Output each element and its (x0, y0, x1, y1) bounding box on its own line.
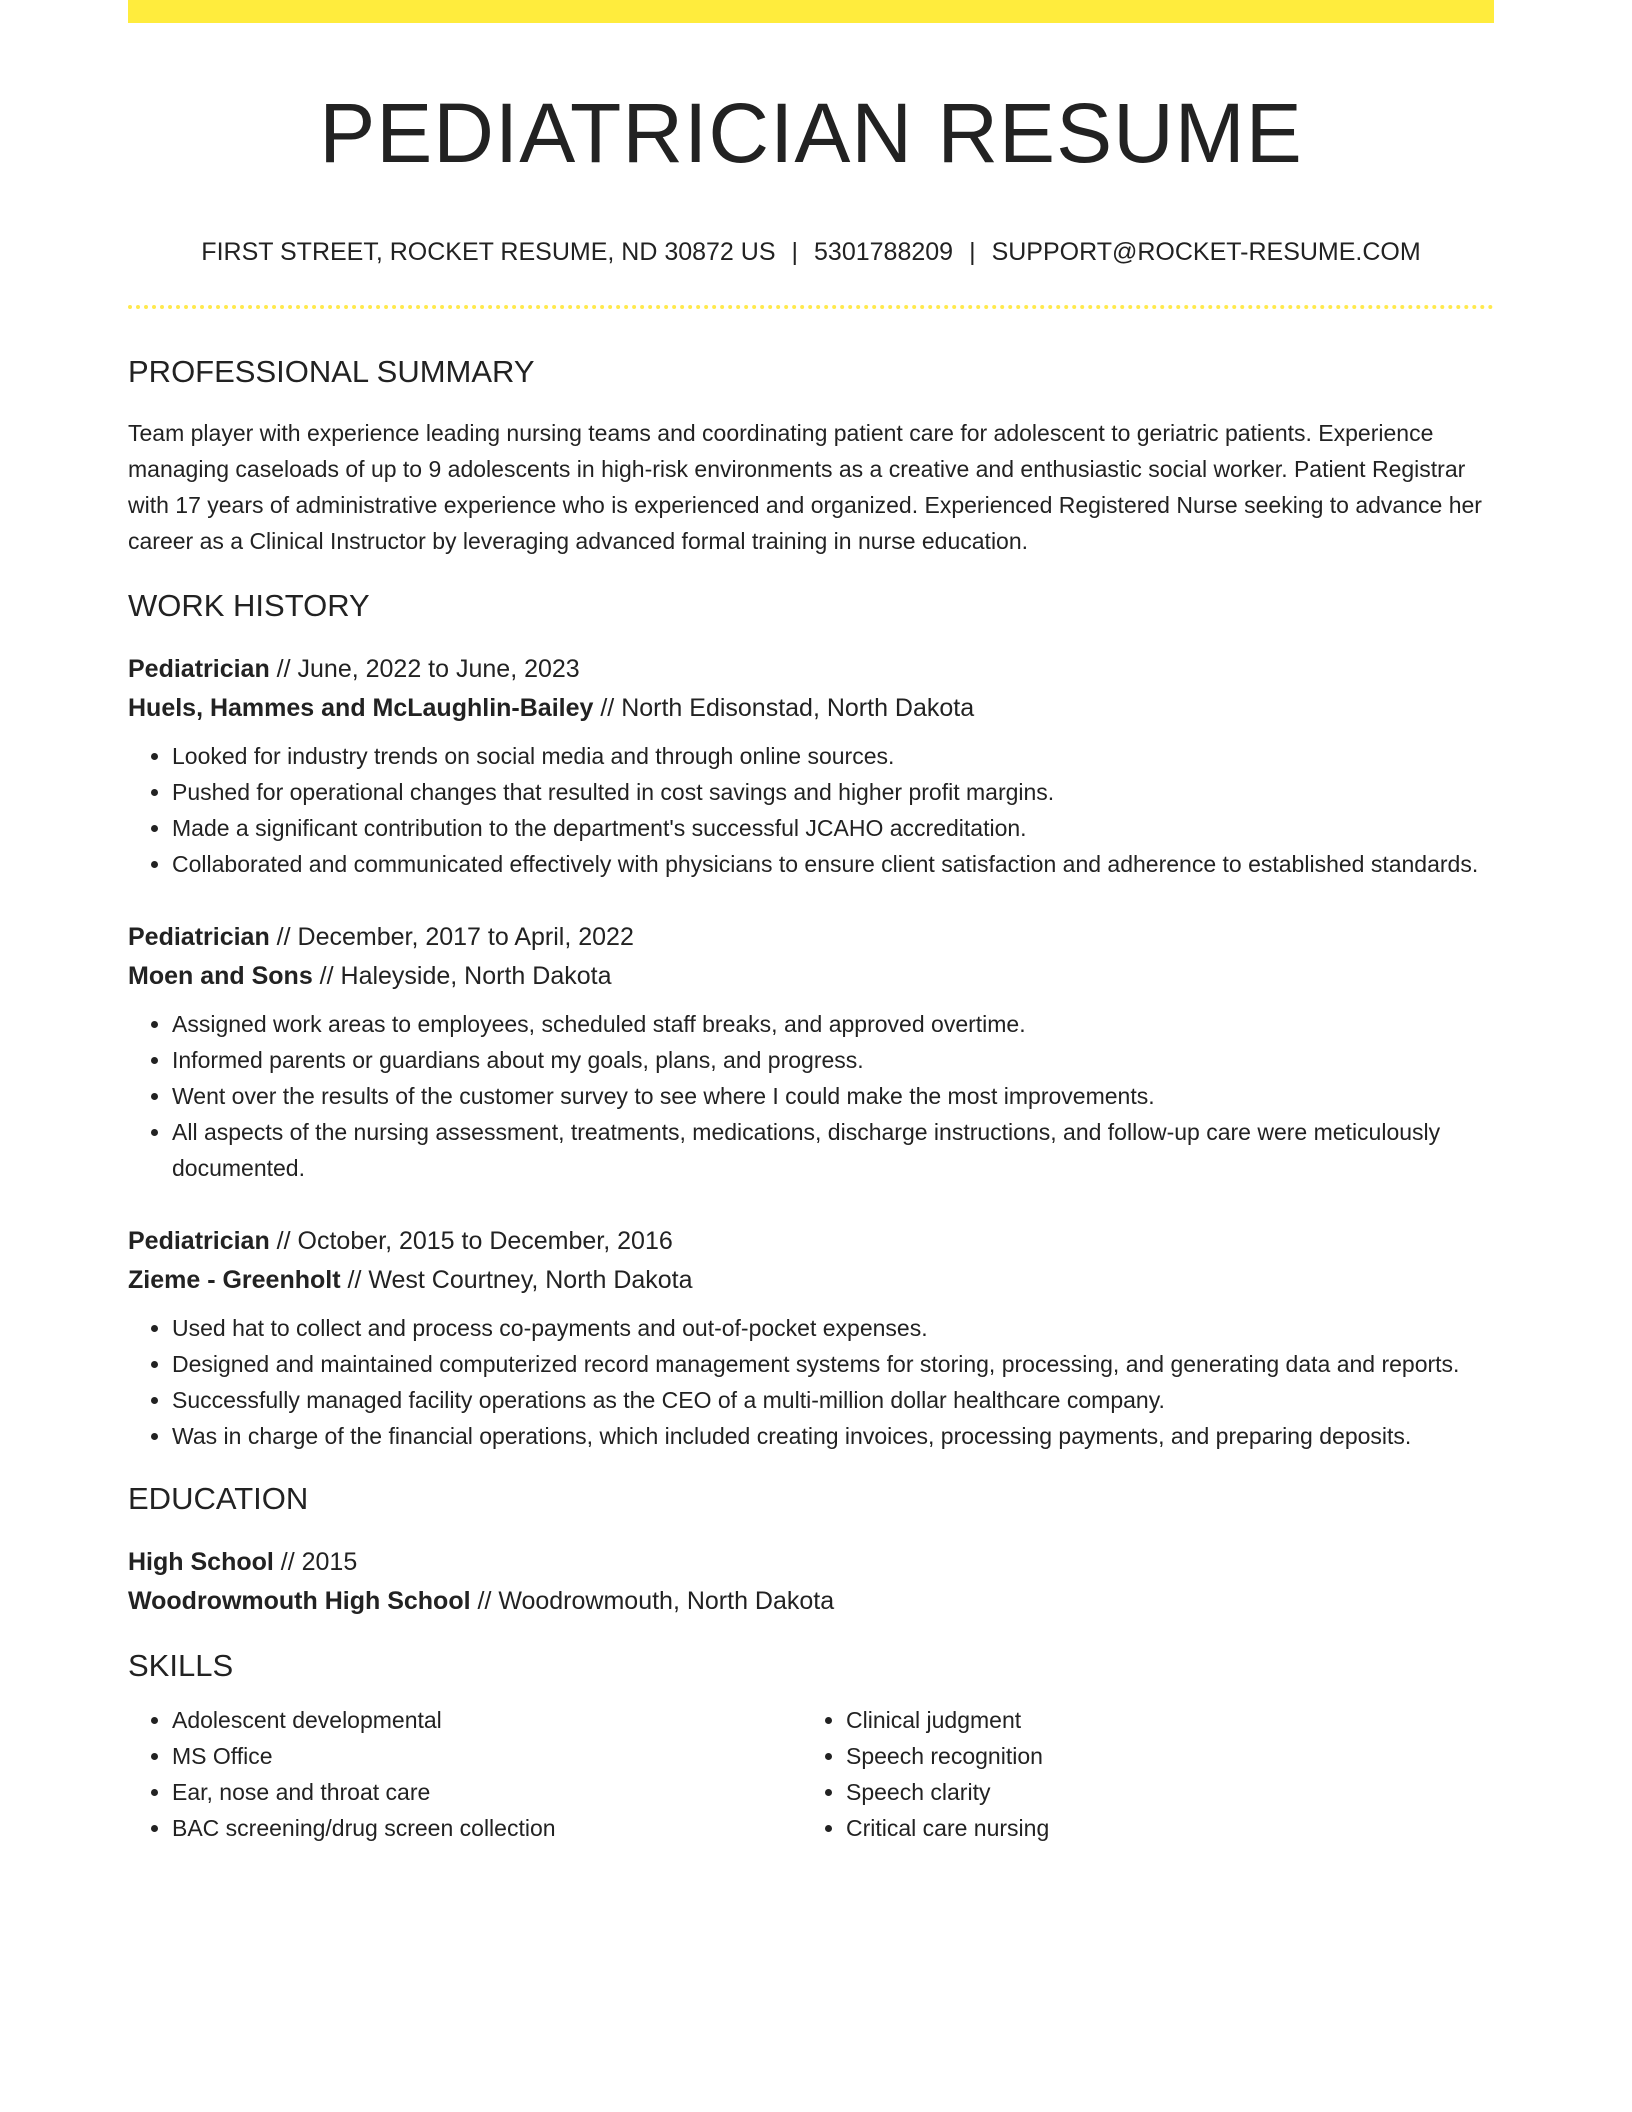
skill-item: • Clinical judgment (846, 1702, 1476, 1738)
job-bullets (128, 1006, 1494, 1186)
job-location: // Haleyside, North Dakota (312, 961, 612, 990)
job-dates: // June, 2022 to June, 2023 (269, 654, 580, 683)
job-role-line (128, 650, 1494, 689)
skills-column-right (802, 1702, 1476, 1846)
job-bullet: • All aspects of the nursing assessment, treatments, medications, discharge instructions, and follow-up care were meticulously documented. (172, 1114, 1494, 1186)
education-degree: High School (128, 1547, 274, 1576)
job-bullets (128, 738, 1494, 882)
skill-item: • Ear, nose and throat care (172, 1774, 802, 1810)
summary-heading: PROFESSIONAL SUMMARY (128, 354, 535, 390)
job-location: // West Courtney, North Dakota (340, 1265, 693, 1294)
resume-page (128, 0, 1494, 1846)
contact-separator: | (791, 238, 799, 267)
skill-item: • Adolescent developmental (172, 1702, 802, 1738)
job-bullet: • Pushed for operational changes that resulted in cost savings and higher profit margins. (172, 774, 1494, 810)
skill-item: • Speech recognition (846, 1738, 1476, 1774)
skill-item: • Speech clarity (846, 1774, 1476, 1810)
skill-item: • Critical care nursing (846, 1810, 1476, 1846)
job-company: Moen and Sons (128, 961, 313, 990)
contact-email: SUPPORT@ROCKET-RESUME.COM (991, 238, 1421, 267)
job-role: Pediatrician (128, 922, 270, 951)
job-entry (128, 650, 1494, 882)
contact-separator: | (969, 238, 976, 267)
contact-line (128, 237, 1494, 267)
job-bullet: • Informed parents or guardians about my goals, plans, and progress. (172, 1042, 1494, 1078)
job-role: Pediatrician (128, 654, 270, 683)
skills-heading: SKILLS (128, 1647, 234, 1683)
education-degree-line (128, 1543, 1494, 1582)
job-entry (128, 1222, 1494, 1454)
job-bullet: • Went over the results of the customer survey to see where I could make the most improvements. (172, 1078, 1494, 1114)
job-dates: // December, 2017 to April, 2022 (269, 922, 634, 951)
skill-item: • BAC screening/drug screen collection (172, 1810, 802, 1846)
education-location: // Woodrowmouth, North Dakota (470, 1586, 835, 1615)
job-company-line (128, 689, 1494, 728)
job-bullet: • Designed and maintained computerized record management systems for storing, processing, and generating data and reports. (172, 1346, 1494, 1382)
job-company-line (128, 957, 1494, 996)
job-role: Pediatrician (128, 1226, 270, 1255)
job-company: Zieme - Greenholt (128, 1265, 341, 1294)
education-school-line (128, 1582, 1494, 1621)
contact-address: FIRST STREET, ROCKET RESUME, ND 30872 US (201, 238, 776, 267)
education-year: // 2015 (273, 1547, 358, 1576)
dotted-divider (128, 305, 1494, 309)
job-company-line (128, 1261, 1494, 1300)
job-bullet: • Looked for industry trends on social media and through online sources. (172, 738, 1494, 774)
job-bullet: • Assigned work areas to employees, scheduled staff breaks, and approved overtime. (172, 1006, 1494, 1042)
summary-text: Team player with experience leading nursing teams and coordinating patient care for adolescent to geriatric patients. Experience managing caseloads of up to 9 adolescents in high-risk environments as a creative and enthusiastic social worker. Patient Registrar with 17 years of administrative experience who is experienced and organized. Experienced Registered Nurse seeking to advance her career as a Clinical Instructor by leveraging advanced formal training in nurse education. (128, 419, 1482, 554)
job-location: // North Edisonstad, North Dakota (593, 693, 975, 722)
skills-column-left (128, 1702, 802, 1846)
resume-title: PEDIATRICIAN RESUME (319, 86, 1303, 180)
job-entry (128, 918, 1494, 1186)
job-bullet: • Used hat to collect and process co-payments and out-of-pocket expenses. (172, 1310, 1494, 1346)
job-dates: // October, 2015 to December, 2016 (269, 1226, 673, 1255)
skills-list (128, 1702, 1494, 1846)
education-entry (128, 1543, 1494, 1621)
accent-top-bar (128, 0, 1494, 23)
job-bullet: • Collaborated and communicated effectively with physicians to ensure client satisfaction and adherence to established standards. (172, 846, 1494, 882)
education-heading: EDUCATION (128, 1480, 309, 1516)
job-bullet: • Was in charge of the financial operations, which included creating invoices, processing payments, and preparing deposits. (172, 1418, 1494, 1454)
job-role-line (128, 1222, 1494, 1261)
job-bullet: • Made a significant contribution to the department's successful JCAHO accreditation. (172, 810, 1494, 846)
work-history-heading: WORK HISTORY (128, 587, 370, 623)
job-role-line (128, 918, 1494, 957)
skill-item: • MS Office (172, 1738, 802, 1774)
education-school: Woodrowmouth High School (128, 1586, 471, 1615)
job-bullet: • Successfully managed facility operations as the CEO of a multi-million dollar healthcare company. (172, 1382, 1494, 1418)
contact-phone: 5301788209 (814, 238, 954, 267)
job-bullets (128, 1310, 1494, 1454)
job-company: Huels, Hammes and McLaughlin-Bailey (128, 693, 594, 722)
